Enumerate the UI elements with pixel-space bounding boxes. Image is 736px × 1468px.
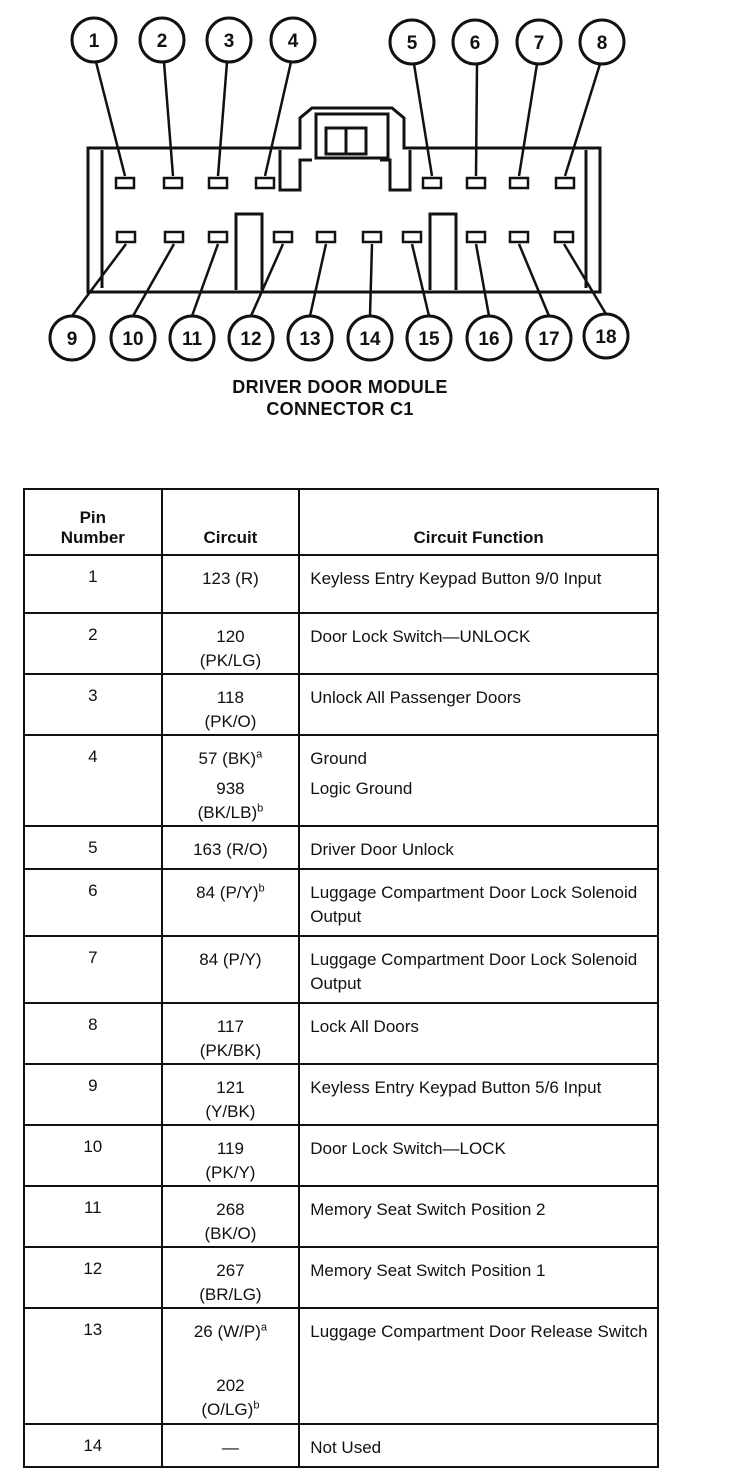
pin-callout-label: 10 bbox=[122, 329, 144, 350]
pin-callout bbox=[229, 316, 273, 360]
cell-circuit: — bbox=[162, 1424, 300, 1467]
cell-pin-number: 11 bbox=[24, 1186, 162, 1247]
cell-pin-number: 4 bbox=[24, 735, 162, 826]
cell-circuit: 117 (PK/BK) bbox=[162, 1003, 300, 1064]
leader-line bbox=[192, 244, 218, 316]
table-row bbox=[24, 1424, 658, 1467]
cell-circuit-function: Luggage Compartment Door Release Switch bbox=[299, 1308, 658, 1424]
table-row bbox=[24, 1186, 658, 1247]
cell-pin-number: 6 bbox=[24, 869, 162, 936]
pin-callout-label: 7 bbox=[533, 33, 545, 54]
terminal-slot bbox=[510, 232, 528, 242]
table-row bbox=[24, 555, 658, 613]
pin-callout-label: 1 bbox=[88, 31, 100, 52]
cell-circuit-function: Ground Logic Ground bbox=[299, 735, 658, 826]
terminal-slot bbox=[256, 178, 274, 188]
cell-pin-number: 3 bbox=[24, 674, 162, 735]
cell-circuit-function: Unlock All Passenger Doors bbox=[299, 674, 658, 735]
pin-callout bbox=[580, 20, 624, 64]
table-header-row bbox=[24, 489, 658, 555]
terminal-slot bbox=[403, 232, 421, 242]
cell-circuit: 84 $(P/Y)^b$ bbox=[162, 869, 300, 936]
cell-circuit: 267 (BR/LG) bbox=[162, 1247, 300, 1308]
terminal-slot bbox=[423, 178, 441, 188]
table-row bbox=[24, 869, 658, 936]
pin-callout-label: 5 bbox=[406, 33, 418, 54]
leader-line bbox=[565, 64, 600, 176]
cell-circuit-function: Luggage Compartment Door Lock Solenoid Output bbox=[299, 936, 658, 1003]
pin-callout-label: 4 bbox=[287, 31, 299, 52]
terminal-slot bbox=[363, 232, 381, 242]
leader-line bbox=[133, 244, 174, 316]
leader-line bbox=[310, 244, 326, 316]
cell-pin-number: 5 bbox=[24, 826, 162, 869]
pin-callout bbox=[348, 316, 392, 360]
cell-circuit-function: Door Lock Switch—LOCK bbox=[299, 1125, 658, 1186]
cell-circuit-function: Memory Seat Switch Position 1 bbox=[299, 1247, 658, 1308]
leader-line bbox=[414, 64, 432, 176]
leader-line bbox=[72, 244, 126, 316]
terminal-slot bbox=[209, 178, 227, 188]
cell-pin-number: 7 bbox=[24, 936, 162, 1003]
pin-callout bbox=[288, 316, 332, 360]
cell-circuit-function: Keyless Entry Keypad Button 9/0 Input bbox=[299, 555, 658, 613]
cell-pin-number: 13 bbox=[24, 1308, 162, 1424]
pin-callout bbox=[584, 314, 628, 358]
terminal-slot bbox=[274, 232, 292, 242]
cell-circuit: 163 (R/O) bbox=[162, 826, 300, 869]
table-row bbox=[24, 1125, 658, 1186]
cell-circuit: 119 (PK/Y) bbox=[162, 1125, 300, 1186]
terminal-slot bbox=[556, 178, 574, 188]
pin-callout-label: 14 bbox=[359, 329, 381, 350]
pin-callout-label: 8 bbox=[596, 33, 608, 54]
cell-circuit-function: Driver Door Unlock bbox=[299, 826, 658, 869]
pin-callout bbox=[50, 316, 94, 360]
leader-line bbox=[218, 62, 227, 176]
leader-line bbox=[519, 244, 549, 316]
terminal-slot bbox=[116, 178, 134, 188]
cell-pin-number: 8 bbox=[24, 1003, 162, 1064]
table-row bbox=[24, 613, 658, 674]
pin-callout-label: 2 bbox=[156, 31, 168, 52]
header-pin-number bbox=[24, 489, 162, 555]
diagram-title-line1: DRIVER DOOR MODULE bbox=[232, 377, 448, 397]
terminal-slot bbox=[209, 232, 227, 242]
pin-callout-label: 6 bbox=[469, 33, 481, 54]
terminal-slot bbox=[467, 232, 485, 242]
pin-callout bbox=[527, 316, 571, 360]
terminal-slot bbox=[467, 178, 485, 188]
cell-circuit-function: Memory Seat Switch Position 2 bbox=[299, 1186, 658, 1247]
pin-callout-label: 11 bbox=[181, 329, 203, 350]
cell-circuit: 84 (P/Y) bbox=[162, 936, 300, 1003]
cell-circuit-function: Not Used bbox=[299, 1424, 658, 1467]
cell-pin-number: 1 bbox=[24, 555, 162, 613]
terminal-slot bbox=[165, 232, 183, 242]
pin-callout bbox=[453, 20, 497, 64]
cell-circuit: 57 (BK)$^a$ 938 $(BK/LB)^b$ bbox=[162, 735, 300, 826]
pin-callout-label: 12 bbox=[240, 329, 262, 350]
pin-callout bbox=[271, 18, 315, 62]
cell-circuit: 120 (PK/LG) bbox=[162, 613, 300, 674]
terminal-slot bbox=[555, 232, 573, 242]
leader-line bbox=[519, 64, 537, 176]
cell-pin-number: 2 bbox=[24, 613, 162, 674]
table-row bbox=[24, 674, 658, 735]
pin-callout-label: 16 bbox=[478, 329, 500, 350]
header-pin-line2: Number bbox=[60, 528, 125, 547]
pin-callout-label: 15 bbox=[418, 329, 440, 350]
cell-pin-number: 12 bbox=[24, 1247, 162, 1308]
cell-circuit-function: Luggage Compartment Door Lock Solenoid Output bbox=[299, 869, 658, 936]
terminal-slot bbox=[117, 232, 135, 242]
pin-callout bbox=[207, 18, 251, 62]
table-row bbox=[24, 826, 658, 869]
cell-circuit: 26 $(W/P)^a$ 202 $(O/LG)^b$ bbox=[162, 1308, 300, 1424]
table-row bbox=[24, 936, 658, 1003]
cell-pin-number: 9 bbox=[24, 1064, 162, 1125]
table-row bbox=[24, 735, 658, 826]
table-row bbox=[24, 1003, 658, 1064]
pin-callout bbox=[111, 316, 155, 360]
cell-circuit: 123 (R) bbox=[162, 555, 300, 613]
cell-circuit: 118 (PK/O) bbox=[162, 674, 300, 735]
pin-callout-label: 9 bbox=[66, 329, 78, 350]
cell-circuit: 121 (Y/BK) bbox=[162, 1064, 300, 1125]
pin-callout bbox=[72, 18, 116, 62]
leader-line bbox=[164, 62, 173, 176]
leader-line bbox=[412, 244, 429, 316]
table-row bbox=[24, 1064, 658, 1125]
pin-callout-label: 17 bbox=[538, 329, 560, 350]
pin-callout-label: 3 bbox=[223, 31, 235, 52]
header-pin-line1: Pin bbox=[79, 508, 107, 527]
leader-line bbox=[476, 64, 477, 176]
pin-callout bbox=[407, 316, 451, 360]
leader-line bbox=[476, 244, 489, 316]
terminal-slot bbox=[317, 232, 335, 242]
pin-callout-label: 13 bbox=[299, 329, 321, 350]
cell-circuit-function: Lock All Doors bbox=[299, 1003, 658, 1064]
leader-line bbox=[265, 62, 291, 176]
leader-line bbox=[370, 244, 372, 316]
header-circuit-function: Circuit Function bbox=[299, 489, 658, 555]
pin-callout bbox=[517, 20, 561, 64]
pinout-table bbox=[23, 488, 659, 1468]
cell-circuit: 268 (BK/O) bbox=[162, 1186, 300, 1247]
diagram-title-line2: CONNECTOR C1 bbox=[266, 399, 414, 419]
table-row bbox=[24, 1308, 658, 1424]
cell-pin-number: 14 bbox=[24, 1424, 162, 1467]
terminal-slot bbox=[510, 178, 528, 188]
pin-callout bbox=[467, 316, 511, 360]
pin-callout bbox=[390, 20, 434, 64]
connector-housing bbox=[88, 108, 600, 292]
cell-circuit-function: Door Lock Switch—UNLOCK bbox=[299, 613, 658, 674]
table-row bbox=[24, 1247, 658, 1308]
cell-circuit-function: Keyless Entry Keypad Button 5/6 Input bbox=[299, 1064, 658, 1125]
connector-diagram bbox=[0, 0, 736, 440]
pin-callout bbox=[140, 18, 184, 62]
header-circuit: Circuit bbox=[162, 489, 300, 555]
cell-pin-number: 10 bbox=[24, 1125, 162, 1186]
leader-line bbox=[251, 244, 283, 316]
pin-callout-label: 18 bbox=[595, 327, 617, 348]
leader-line bbox=[96, 62, 125, 176]
terminal-slot bbox=[164, 178, 182, 188]
pin-callout bbox=[170, 316, 214, 360]
